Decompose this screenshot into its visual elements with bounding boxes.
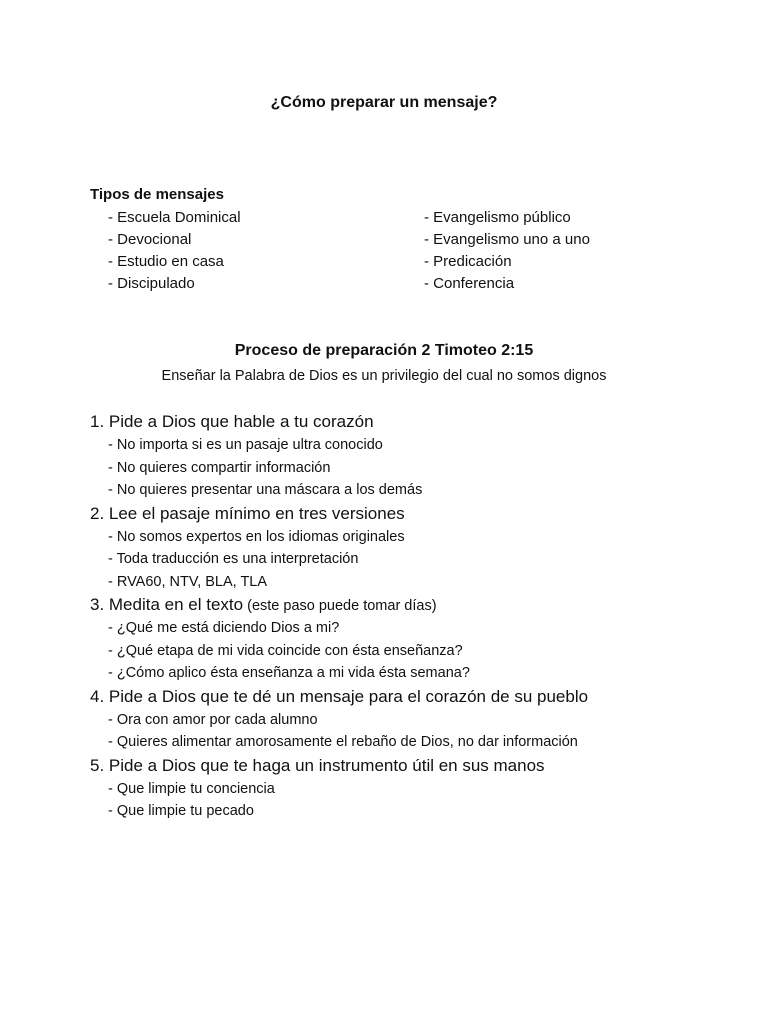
process-step	[90, 410, 730, 502]
step-item: - ¿Cómo aplico ésta enseñanza a mi vida ésta semana?	[108, 665, 470, 681]
step-item: - No quieres compartir información	[108, 459, 331, 476]
step-heading-text: 2. Lee el pasaje mínimo en tres versiones	[90, 503, 405, 523]
step-heading	[90, 593, 730, 617]
step-item: - Que limpie tu pecado	[108, 803, 254, 819]
step-heading	[90, 685, 730, 709]
step-item: - Que limpie tu conciencia	[108, 780, 275, 797]
message-type-item: - Estudio en casa	[108, 253, 224, 270]
process-step	[90, 685, 730, 754]
message-type-item: - Devocional	[108, 231, 192, 248]
step-item: - No quieres presentar una máscara a los demás	[108, 482, 423, 498]
message-type-item: - Evangelismo público	[424, 209, 571, 226]
step-heading-text: 1. Pide a Dios que hable a tu corazón	[90, 412, 374, 431]
step-items	[90, 778, 730, 823]
step-items	[90, 526, 730, 594]
step-item: - RVA60, NTV, BLA, TLA	[108, 573, 268, 590]
step-item: - No somos expertos en los idiomas originales	[108, 528, 405, 545]
message-types-left-list	[108, 208, 241, 296]
step-heading	[90, 502, 730, 526]
step-note: (este paso puede tomar días)	[243, 598, 437, 614]
message-types-heading: Tipos de mensajes	[90, 186, 224, 203]
step-heading	[90, 754, 730, 778]
message-type-item: - Predicación	[424, 253, 512, 270]
step-item: - ¿Qué me está diciendo Dios a mi?	[108, 620, 340, 636]
process-step	[90, 593, 730, 685]
message-type-item: - Discipulado	[108, 275, 195, 292]
step-items	[90, 709, 730, 754]
step-items	[90, 617, 730, 685]
step-heading-text: 4. Pide a Dios que te dé un mensaje para el corazón de su pueblo	[90, 686, 589, 706]
step-heading	[90, 410, 730, 434]
step-item: - Toda traducción es una interpretación	[108, 551, 359, 567]
step-item: - No importa si es un pasaje ultra conocido	[108, 437, 383, 453]
step-item: - Quieres alimentar amorosamente el rebaño de Dios, no dar información	[108, 734, 578, 750]
message-type-item: - Conferencia	[424, 275, 515, 292]
step-item: - ¿Qué etapa de mi vida coincide con ésta enseñanza?	[108, 642, 463, 659]
step-items	[90, 434, 730, 502]
message-types-right-list	[424, 208, 590, 296]
process-step	[90, 502, 730, 594]
process-subtitle: Enseñar la Palabra de Dios es un privilegio del cual no somos dignos	[161, 368, 607, 384]
message-type-item: - Evangelismo uno a uno	[424, 231, 590, 248]
process-steps	[90, 410, 730, 823]
message-type-item: - Escuela Dominical	[108, 209, 241, 226]
step-item: - Ora con amor por cada alumno	[108, 711, 318, 728]
page-title: ¿Cómo preparar un mensaje?	[270, 94, 498, 111]
step-heading-text: 3. Medita en el texto	[90, 595, 244, 614]
process-step	[90, 754, 730, 823]
process-title: Proceso de preparación 2 Timoteo 2:15	[234, 342, 534, 359]
step-heading-text: 5. Pide a Dios que te haga un instrumento útil en sus manos	[90, 755, 545, 775]
